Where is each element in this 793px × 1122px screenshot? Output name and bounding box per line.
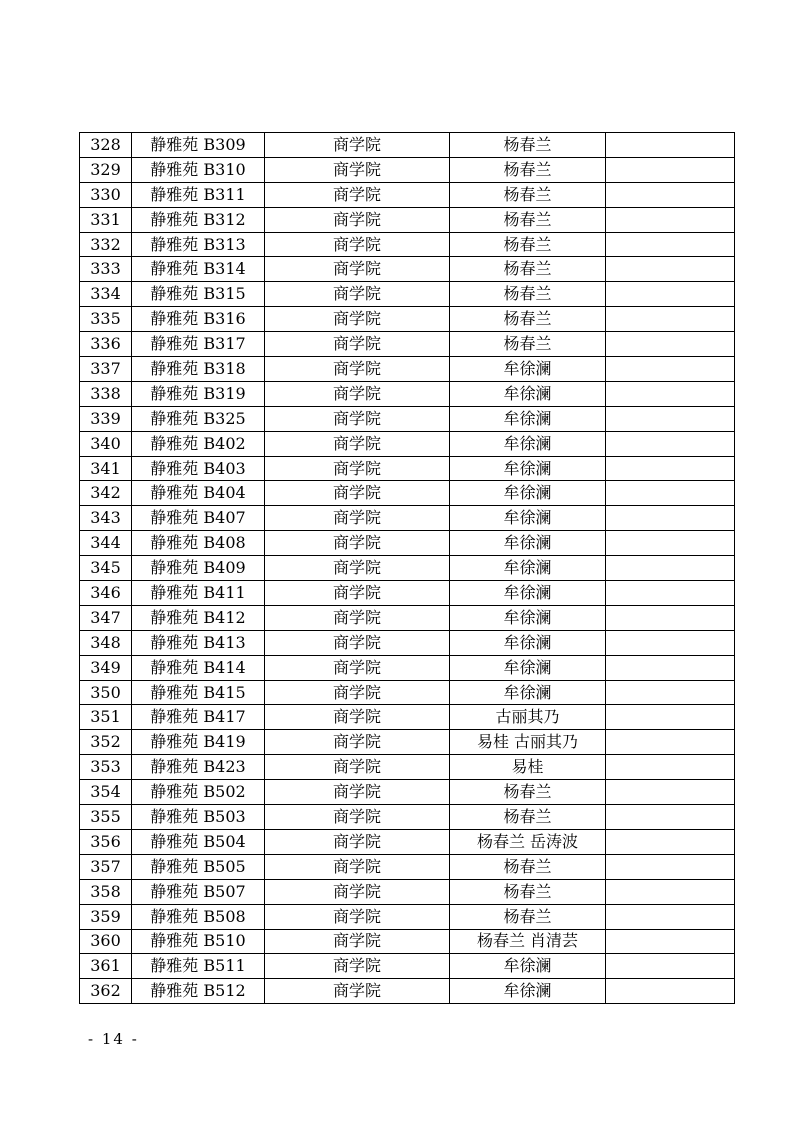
- cell-person: 牟徐澜: [450, 979, 606, 1004]
- table-row: [80, 307, 735, 332]
- table-row: [80, 332, 735, 357]
- cell-person: 杨春兰: [450, 332, 606, 357]
- cell-college: 商学院: [265, 406, 450, 431]
- cell-person: 牟徐澜: [450, 680, 606, 705]
- cell-note: [606, 506, 735, 531]
- cell-room: 静雅苑 B508: [132, 904, 265, 929]
- cell-college: 商学院: [265, 929, 450, 954]
- cell-number: 335: [80, 307, 132, 332]
- cell-person: 杨春兰 岳涛波: [450, 829, 606, 854]
- cell-college: 商学院: [265, 157, 450, 182]
- cell-college: 商学院: [265, 232, 450, 257]
- cell-number: 328: [80, 133, 132, 158]
- table-row: [80, 531, 735, 556]
- cell-note: [606, 157, 735, 182]
- cell-room: 静雅苑 B411: [132, 581, 265, 606]
- table-row: [80, 605, 735, 630]
- cell-college: 商学院: [265, 531, 450, 556]
- table-row: [80, 929, 735, 954]
- cell-college: 商学院: [265, 506, 450, 531]
- cell-person: 杨春兰: [450, 232, 606, 257]
- cell-room: 静雅苑 B417: [132, 705, 265, 730]
- cell-number: 350: [80, 680, 132, 705]
- cell-note: [606, 829, 735, 854]
- table-row: [80, 381, 735, 406]
- cell-note: [606, 954, 735, 979]
- cell-note: [606, 655, 735, 680]
- cell-person: 易桂 古丽其乃: [450, 730, 606, 755]
- table-row: [80, 556, 735, 581]
- cell-number: 330: [80, 182, 132, 207]
- cell-college: 商学院: [265, 780, 450, 805]
- cell-note: [606, 730, 735, 755]
- cell-college: 商学院: [265, 282, 450, 307]
- cell-note: [606, 630, 735, 655]
- cell-college: 商学院: [265, 879, 450, 904]
- cell-person: 杨春兰: [450, 133, 606, 158]
- cell-room: 静雅苑 B319: [132, 381, 265, 406]
- cell-number: 343: [80, 506, 132, 531]
- cell-room: 静雅苑 B314: [132, 257, 265, 282]
- cell-room: 静雅苑 B415: [132, 680, 265, 705]
- cell-person: 牟徐澜: [450, 630, 606, 655]
- table-row: [80, 705, 735, 730]
- cell-room: 静雅苑 B412: [132, 605, 265, 630]
- cell-number: 355: [80, 805, 132, 830]
- cell-note: [606, 531, 735, 556]
- cell-college: 商学院: [265, 730, 450, 755]
- table-row: [80, 282, 735, 307]
- cell-number: 356: [80, 829, 132, 854]
- table-body: [80, 133, 735, 1004]
- cell-note: [606, 133, 735, 158]
- cell-note: [606, 929, 735, 954]
- table-row: [80, 655, 735, 680]
- table-row: [80, 133, 735, 158]
- cell-room: 静雅苑 B316: [132, 307, 265, 332]
- table-row: [80, 581, 735, 606]
- cell-number: 329: [80, 157, 132, 182]
- cell-note: [606, 581, 735, 606]
- cell-room: 静雅苑 B510: [132, 929, 265, 954]
- cell-person: 牟徐澜: [450, 556, 606, 581]
- cell-note: [606, 854, 735, 879]
- cell-room: 静雅苑 B402: [132, 431, 265, 456]
- cell-person: 牟徐澜: [450, 605, 606, 630]
- cell-room: 静雅苑 B311: [132, 182, 265, 207]
- cell-college: 商学院: [265, 805, 450, 830]
- cell-number: 340: [80, 431, 132, 456]
- cell-person: 易桂: [450, 755, 606, 780]
- cell-person: 牟徐澜: [450, 506, 606, 531]
- cell-number: 347: [80, 605, 132, 630]
- dormitory-table: [79, 132, 735, 1004]
- cell-number: 359: [80, 904, 132, 929]
- cell-number: 353: [80, 755, 132, 780]
- cell-note: [606, 705, 735, 730]
- table-row: [80, 506, 735, 531]
- cell-note: [606, 406, 735, 431]
- table-row: [80, 805, 735, 830]
- cell-number: 362: [80, 979, 132, 1004]
- cell-person: 杨春兰: [450, 805, 606, 830]
- cell-room: 静雅苑 B407: [132, 506, 265, 531]
- cell-college: 商学院: [265, 431, 450, 456]
- cell-room: 静雅苑 B507: [132, 879, 265, 904]
- cell-college: 商学院: [265, 979, 450, 1004]
- cell-person: 杨春兰: [450, 282, 606, 307]
- cell-college: 商学院: [265, 332, 450, 357]
- cell-room: 静雅苑 B423: [132, 755, 265, 780]
- table-row: [80, 481, 735, 506]
- cell-number: 348: [80, 630, 132, 655]
- cell-room: 静雅苑 B512: [132, 979, 265, 1004]
- cell-room: 静雅苑 B317: [132, 332, 265, 357]
- cell-room: 静雅苑 B408: [132, 531, 265, 556]
- table-row: [80, 406, 735, 431]
- cell-number: 345: [80, 556, 132, 581]
- cell-note: [606, 556, 735, 581]
- cell-college: 商学院: [265, 655, 450, 680]
- cell-room: 静雅苑 B419: [132, 730, 265, 755]
- table-row: [80, 456, 735, 481]
- cell-college: 商学院: [265, 456, 450, 481]
- cell-college: 商学院: [265, 481, 450, 506]
- cell-person: 牟徐澜: [450, 406, 606, 431]
- table-row: [80, 755, 735, 780]
- cell-person: 杨春兰: [450, 879, 606, 904]
- cell-number: 333: [80, 257, 132, 282]
- cell-number: 351: [80, 705, 132, 730]
- cell-college: 商学院: [265, 133, 450, 158]
- table-row: [80, 157, 735, 182]
- cell-room: 静雅苑 B511: [132, 954, 265, 979]
- table-row: [80, 879, 735, 904]
- cell-college: 商学院: [265, 556, 450, 581]
- cell-room: 静雅苑 B414: [132, 655, 265, 680]
- cell-person: 牟徐澜: [450, 357, 606, 382]
- table-row: [80, 630, 735, 655]
- cell-college: 商学院: [265, 381, 450, 406]
- table-row: [80, 431, 735, 456]
- table-row: [80, 182, 735, 207]
- cell-room: 静雅苑 B318: [132, 357, 265, 382]
- cell-note: [606, 481, 735, 506]
- cell-number: 336: [80, 332, 132, 357]
- cell-number: 361: [80, 954, 132, 979]
- page-number: - 14 -: [88, 1030, 139, 1048]
- cell-number: 342: [80, 481, 132, 506]
- cell-person: 牟徐澜: [450, 456, 606, 481]
- cell-number: 332: [80, 232, 132, 257]
- cell-room: 静雅苑 B312: [132, 207, 265, 232]
- cell-number: 344: [80, 531, 132, 556]
- cell-note: [606, 879, 735, 904]
- cell-person: 杨春兰: [450, 182, 606, 207]
- cell-room: 静雅苑 B325: [132, 406, 265, 431]
- table-row: [80, 680, 735, 705]
- cell-room: 静雅苑 B309: [132, 133, 265, 158]
- cell-number: 331: [80, 207, 132, 232]
- cell-room: 静雅苑 B502: [132, 780, 265, 805]
- cell-note: [606, 307, 735, 332]
- cell-number: 357: [80, 854, 132, 879]
- cell-person: 杨春兰: [450, 854, 606, 879]
- cell-room: 静雅苑 B313: [132, 232, 265, 257]
- cell-note: [606, 182, 735, 207]
- cell-person: 牟徐澜: [450, 481, 606, 506]
- cell-person: 牟徐澜: [450, 381, 606, 406]
- cell-person: 牟徐澜: [450, 431, 606, 456]
- cell-college: 商学院: [265, 257, 450, 282]
- cell-number: 360: [80, 929, 132, 954]
- cell-note: [606, 979, 735, 1004]
- cell-note: [606, 605, 735, 630]
- cell-number: 354: [80, 780, 132, 805]
- cell-person: 杨春兰: [450, 157, 606, 182]
- cell-number: 338: [80, 381, 132, 406]
- cell-room: 静雅苑 B315: [132, 282, 265, 307]
- cell-note: [606, 805, 735, 830]
- table-row: [80, 357, 735, 382]
- cell-college: 商学院: [265, 357, 450, 382]
- table-row: [80, 954, 735, 979]
- cell-note: [606, 904, 735, 929]
- cell-college: 商学院: [265, 307, 450, 332]
- cell-note: [606, 232, 735, 257]
- cell-person: 牟徐澜: [450, 655, 606, 680]
- cell-college: 商学院: [265, 854, 450, 879]
- cell-person: 杨春兰 肖清芸: [450, 929, 606, 954]
- cell-note: [606, 431, 735, 456]
- cell-note: [606, 207, 735, 232]
- cell-college: 商学院: [265, 954, 450, 979]
- cell-college: 商学院: [265, 829, 450, 854]
- cell-number: 337: [80, 357, 132, 382]
- cell-college: 商学院: [265, 207, 450, 232]
- cell-number: 349: [80, 655, 132, 680]
- cell-college: 商学院: [265, 680, 450, 705]
- cell-number: 341: [80, 456, 132, 481]
- cell-note: [606, 780, 735, 805]
- cell-person: 杨春兰: [450, 307, 606, 332]
- cell-note: [606, 332, 735, 357]
- cell-number: 339: [80, 406, 132, 431]
- cell-note: [606, 456, 735, 481]
- cell-number: 352: [80, 730, 132, 755]
- cell-college: 商学院: [265, 581, 450, 606]
- cell-room: 静雅苑 B310: [132, 157, 265, 182]
- cell-person: 古丽其乃: [450, 705, 606, 730]
- cell-note: [606, 755, 735, 780]
- cell-college: 商学院: [265, 705, 450, 730]
- cell-college: 商学院: [265, 630, 450, 655]
- cell-college: 商学院: [265, 904, 450, 929]
- table-row: [80, 232, 735, 257]
- table-row: [80, 730, 735, 755]
- cell-person: 牟徐澜: [450, 954, 606, 979]
- cell-room: 静雅苑 B409: [132, 556, 265, 581]
- cell-person: 杨春兰: [450, 207, 606, 232]
- cell-person: 牟徐澜: [450, 531, 606, 556]
- cell-note: [606, 381, 735, 406]
- cell-college: 商学院: [265, 605, 450, 630]
- table-row: [80, 854, 735, 879]
- cell-room: 静雅苑 B403: [132, 456, 265, 481]
- table-row: [80, 780, 735, 805]
- cell-note: [606, 357, 735, 382]
- cell-number: 358: [80, 879, 132, 904]
- cell-college: 商学院: [265, 182, 450, 207]
- cell-room: 静雅苑 B413: [132, 630, 265, 655]
- cell-number: 346: [80, 581, 132, 606]
- table-row: [80, 904, 735, 929]
- cell-room: 静雅苑 B504: [132, 829, 265, 854]
- table-row: [80, 207, 735, 232]
- cell-note: [606, 257, 735, 282]
- table-row: [80, 979, 735, 1004]
- table-row: [80, 829, 735, 854]
- cell-person: 牟徐澜: [450, 581, 606, 606]
- table-row: [80, 257, 735, 282]
- cell-note: [606, 282, 735, 307]
- cell-number: 334: [80, 282, 132, 307]
- cell-room: 静雅苑 B505: [132, 854, 265, 879]
- cell-room: 静雅苑 B503: [132, 805, 265, 830]
- cell-room: 静雅苑 B404: [132, 481, 265, 506]
- cell-person: 杨春兰: [450, 257, 606, 282]
- cell-person: 杨春兰: [450, 904, 606, 929]
- cell-college: 商学院: [265, 755, 450, 780]
- cell-note: [606, 680, 735, 705]
- cell-person: 杨春兰: [450, 780, 606, 805]
